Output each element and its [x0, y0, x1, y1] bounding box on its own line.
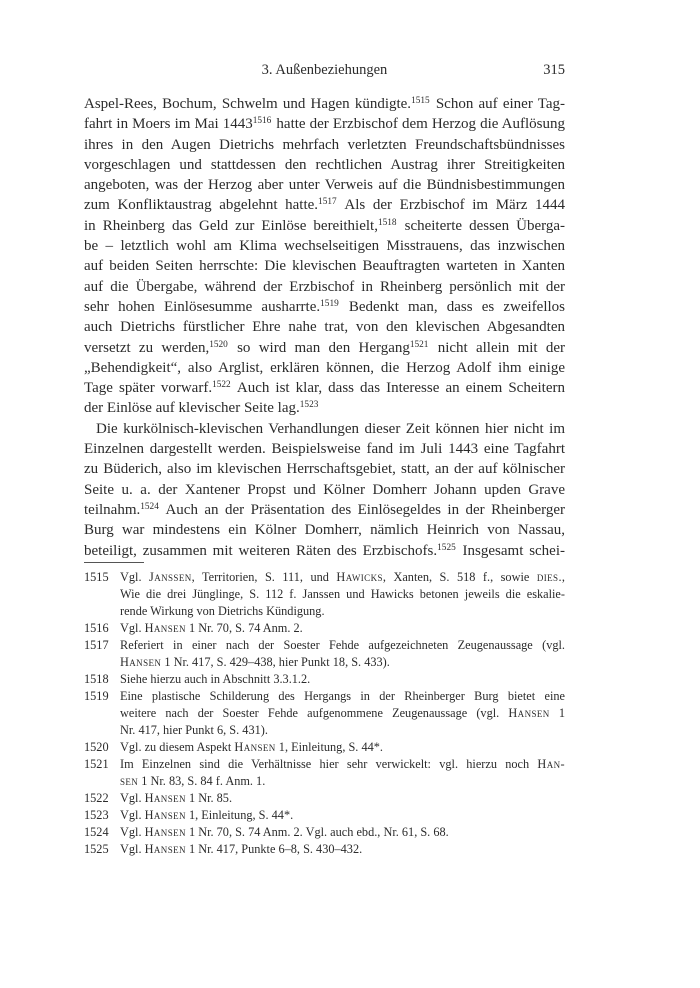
footnote-number: 1522: [84, 791, 109, 805]
footnote-text: [120, 807, 565, 824]
footnotes-list: [84, 569, 565, 858]
text-line: be – letztlich wohl am Klima wechselseitigen Misstrauens, das inzwischen: [84, 238, 565, 255]
text-line: versetzt zu werden,$^{1520}$ so wird man den Hergang$^{1521}$ nicht allein mit der: [84, 339, 565, 356]
footnote-text: [120, 620, 565, 637]
footnote-line: sen 1 Nr. 83, S. 84 f. Anm. 1.: [120, 774, 266, 788]
footnote-line: Siehe hierzu auch in Abschnitt 3.3.1.2.: [120, 672, 311, 686]
text-line: Aspel-Rees, Bochum, Schwelm und Hagen kündigte.$^{1515}$ Schon auf einer Tag-: [84, 96, 565, 112]
footnote-line: Referiert in einer nach der Soester Fehde aufgezeichneten Zeugenaussage (vgl.: [120, 638, 565, 652]
footnote-ref: 1521: [409, 339, 429, 350]
footnote-text: [120, 569, 565, 620]
footnote-number: 1521: [84, 757, 109, 771]
footnote-ref: 1522: [212, 380, 231, 391]
footnote: [84, 688, 565, 739]
running-head-chapter-title: 3. Außenbeziehungen: [261, 62, 388, 78]
footnote-line: Wie die drei Jünglinge, S. 112 f. Janssen und Hawicks betonen jeweils die eskalie-: [120, 587, 565, 601]
text-line: fahrt in Moers im Mai 1443$^{1516}$ hatte der Erzbischof dem Herzog die Auflösung: [84, 116, 565, 133]
footnote-ref: 1515: [411, 96, 430, 106]
footnote-number: 1523: [84, 808, 109, 822]
text-line: ihres in den Augen Dietrichs mehrfach verletzten Freundschaftsbündnisses: [84, 136, 565, 153]
text-line: zu Büderich, also im klevischen Herrschaftsgebiet, statt, an der auf kölnischer: [84, 461, 565, 478]
footnote-separator: [84, 562, 144, 563]
footnote-text: [120, 756, 565, 790]
text-line: vorgeschlagen und stattdessen den rechtlichen Austrag ihrer Streitigkeiten: [84, 156, 565, 173]
text-line: Einzelnen dargestellt werden. Beispielsweise fand im Juli 1443 eine Tagfahrt: [84, 441, 565, 458]
footnote: [84, 637, 565, 671]
footnote: [84, 671, 565, 688]
footnote-ref: 1524: [140, 501, 159, 512]
footnote-line: Hansen 1 Nr. 417, S. 429–438, hier Punkt 18, S. 433).: [120, 655, 390, 669]
footnote-ref: 1520: [209, 339, 228, 350]
main-text: [84, 94, 565, 561]
footnote-ref: 1516: [252, 116, 272, 127]
small-caps-name: Hansen: [508, 706, 550, 720]
footnote: [84, 739, 565, 756]
footnote: [84, 756, 565, 790]
footnote-line: weitere nach der Soester Fehde aufgenommene Zeugenaussage (vgl. Hansen 1: [120, 706, 565, 720]
footnote-ref: 1523: [299, 400, 319, 411]
footnote: [84, 824, 565, 841]
footnote-number: 1518: [84, 672, 109, 686]
small-caps-name: sen: [120, 774, 139, 788]
text-line: auch Dietrichs fürstlicher Ehre nahe trat, von den klevischen Abgesandten: [84, 319, 565, 336]
text-line: auf die Übergabe, während der Erzbischof in Rheinberg persönlich mit der: [84, 278, 565, 295]
text-line: der Einlöse auf klevischer Seite lag.$^{1523}$: [84, 400, 319, 417]
text-line: auf beiden Seiten herrschte: Die klevischen Beauftragten warteten in Xanten: [84, 258, 565, 275]
footnote-number: 1515: [84, 570, 109, 584]
footnote-text: [120, 739, 565, 756]
small-caps-name: dies.: [536, 570, 562, 584]
footnote-number: 1525: [84, 842, 109, 856]
footnote-number: 1516: [84, 621, 109, 635]
footnote-text: [120, 637, 565, 671]
small-caps-name: Hansen: [144, 791, 186, 805]
footnote-line: Eine plastische Schilderung des Hergangs in der Rheinberger Burg bietet eine: [120, 689, 565, 703]
footnote-text: [120, 688, 565, 739]
footnote-number: 1517: [84, 638, 109, 652]
footnote-ref: 1519: [320, 298, 339, 309]
footnote-line: rende Wirkung von Dietrichs Kündigung.: [120, 604, 325, 618]
footnote-line: Vgl. Janssen, Territorien, S. 111, und Hawicks, Xanten, S. 518 f., sowie dies.,: [120, 570, 565, 584]
footnote: [84, 841, 565, 858]
footnote: [84, 569, 565, 620]
text-line: Tage später vorwarf.$^{1522}$ Auch ist klar, dass das Interesse an einem Scheitern: [84, 380, 565, 397]
text-line: sehr hohen Einlösesumme ausharrte.$^{1519}$ Bedenkt man, dass es zweifellos: [84, 298, 565, 315]
footnote-line: Vgl. Hansen 1 Nr. 70, S. 74 Anm. 2.: [120, 621, 303, 635]
text-line: zum Konfliktaustrag abgelehnt hatte.$^{1517}$ Als der Erzbischof im März 1444: [84, 197, 565, 214]
footnote-line: Vgl. Hansen 1 Nr. 70, S. 74 Anm. 2. Vgl. auch ebd., Nr. 61, S. 68.: [120, 825, 449, 839]
running-head: [84, 61, 565, 79]
text-line: „Behendigkeit“, also Arglist, erklären können, die Herzog Adolf ihm einige: [84, 359, 565, 376]
footnote-line: Vgl. zu diesem Aspekt Hansen 1, Einleitung, S. 44*.: [120, 740, 383, 754]
footnote-text: [120, 841, 565, 858]
footnote-line: Vgl. Hansen 1 Nr. 85.: [120, 791, 233, 805]
footnote-ref: 1518: [377, 217, 397, 228]
footnote-ref: 1517: [318, 197, 337, 208]
footnote-line: Im Einzelnen sind die Verhältnisse hier sehr verwickelt: vgl. hierzu noch Han-: [120, 757, 565, 771]
footnote-number: 1520: [84, 740, 109, 754]
small-caps-name: Janssen: [149, 570, 192, 584]
footnote-number: 1519: [84, 689, 109, 703]
page-number: 315: [543, 62, 565, 78]
text-line: beteiligt, zusammen mit weiteren Räten des Erzbischofs.$^{1525}$ Insgesamt schei-: [84, 542, 566, 559]
footnote-number: 1524: [84, 825, 109, 839]
footnote-line: Vgl. Hansen 1, Einleitung, S. 44*.: [120, 808, 294, 822]
small-caps-name: Hawicks: [336, 570, 383, 584]
small-caps-name: Hansen: [144, 621, 186, 635]
footnote-ref: 1525: [437, 542, 456, 553]
footnote-line: Vgl. Hansen 1 Nr. 417, Punkte 6–8, S. 430–432.: [120, 842, 363, 856]
text-line: teilnahm.$^{1524}$ Auch an der Präsentation des Einlösegeldes in der Rheinberger: [84, 501, 565, 518]
text-line: in Rheinberg das Geld zur Einlöse bereithielt,$^{1518}$ scheiterte dessen Überga-: [84, 217, 566, 234]
footnote-line: Nr. 417, hier Punkt 6, S. 431).: [120, 723, 268, 737]
small-caps-name: Hansen: [144, 825, 186, 839]
footnote-text: [120, 790, 565, 807]
text-line: Burg war mindestens ein Kölner Domherr, nämlich Heinrich von Nassau,: [84, 522, 565, 539]
text-line: angeboten, was der Herzog aber unter Verweis auf die Bündnisbestimmungen: [84, 177, 565, 194]
footnote: [84, 790, 565, 807]
footnote-text: [120, 824, 565, 841]
small-caps-name: Hansen: [144, 842, 186, 856]
small-caps-name: Hansen: [144, 808, 186, 822]
small-caps-name: Hansen: [120, 655, 162, 669]
footnote: [84, 620, 565, 637]
text-line: Die kurkölnisch-klevischen Verhandlungen dieser Zeit können hier nicht im: [96, 420, 565, 437]
small-caps-name: Hansen: [234, 740, 276, 754]
text-line: Seite u. a. der Xantener Propst und Kölner Domherr Johann upden Grave: [84, 481, 565, 498]
small-caps-name: Han-: [537, 757, 565, 771]
footnote-text: [120, 671, 565, 688]
footnote: [84, 807, 565, 824]
